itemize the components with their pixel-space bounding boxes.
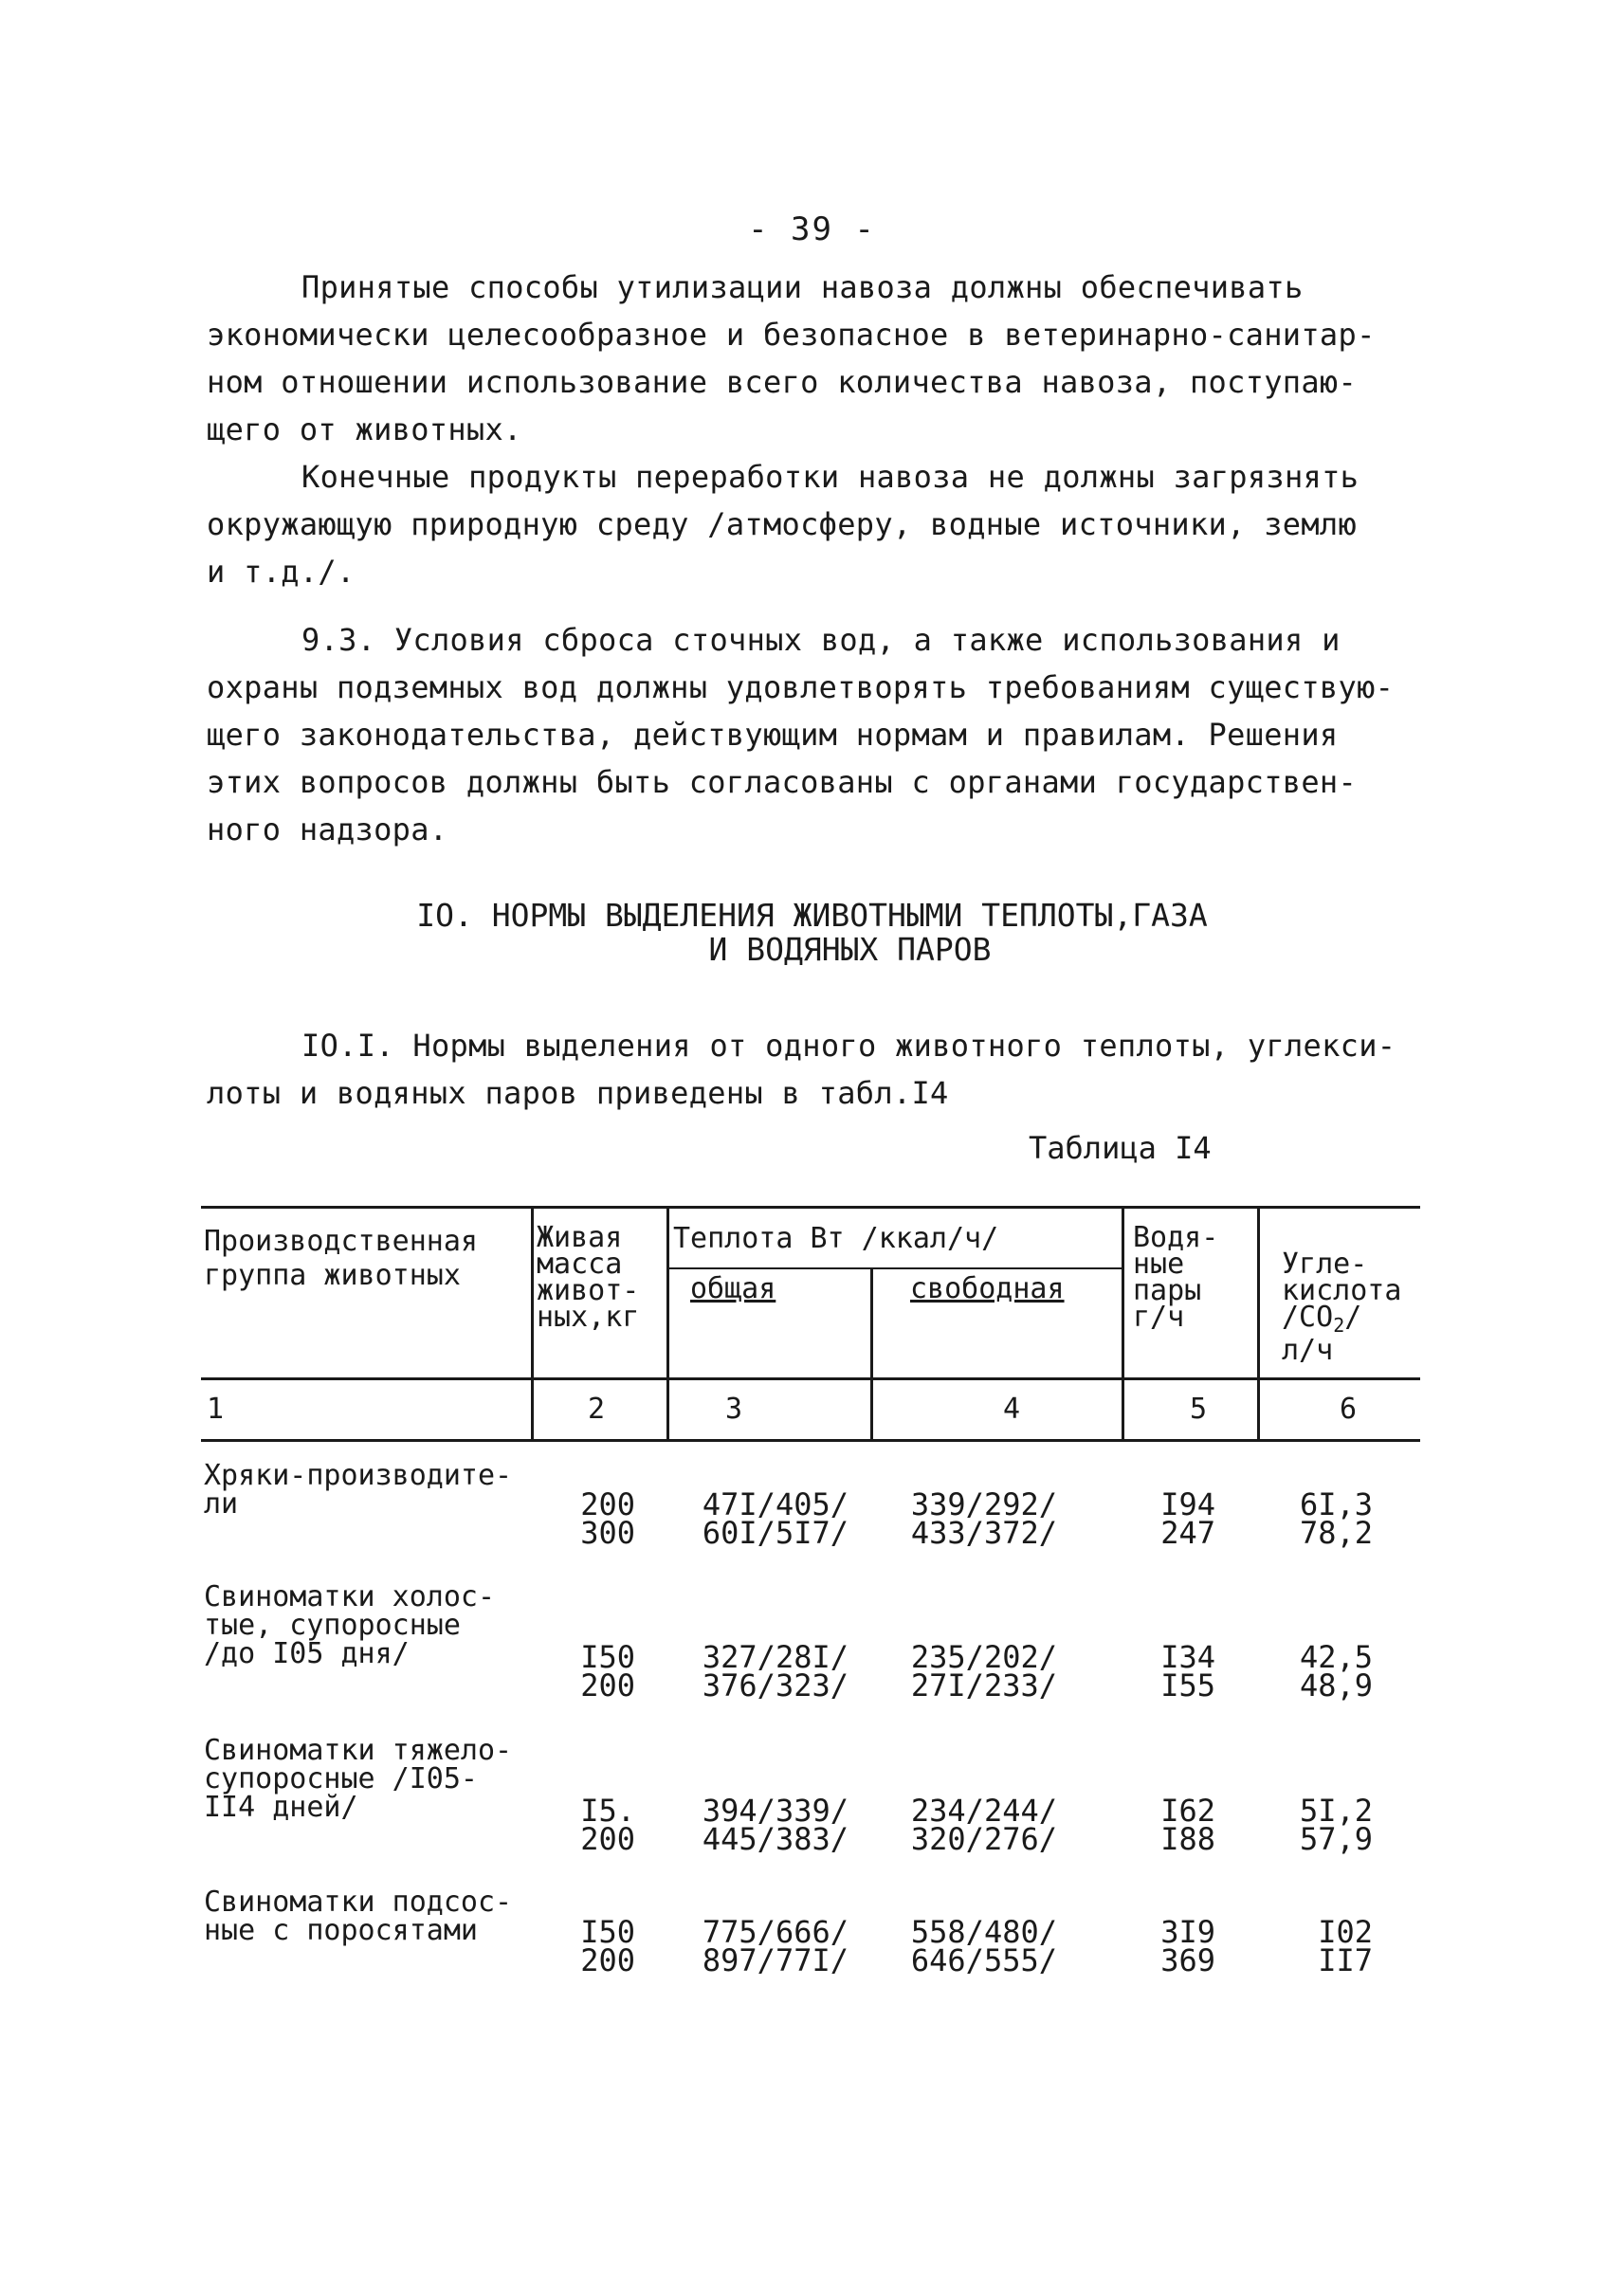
header-vapor: Водя- ные пары г/ч (1133, 1221, 1219, 1334)
header-co2-slash: / (1344, 1301, 1362, 1334)
row-heat-total: 327/28I/ 376/323/ (702, 1639, 848, 1704)
col-number-3: 3 (725, 1393, 743, 1426)
table-caption: Таблица I4 (1029, 1130, 1212, 1166)
header-co2 (1282, 1225, 1401, 1339)
row-group: Свиноматки подсос- ные с поросятами (204, 1886, 513, 1947)
header-co2-subscript: 2 (1333, 1314, 1345, 1337)
row-heat-free: 234/244/ 320/276/ (910, 1793, 1057, 1857)
row-co2: 5I,2 57,9 (1299, 1793, 1373, 1857)
paragraph-wastewater: 9.3. Условия сброса сточных вод, а также использования и охраны подземных вод должны удовлетворять требованиям существую- щего законодательства, действующим нормам и правилам. Решения этих вопросов должны быть согласованы с органами государствен- ного надзора. (207, 622, 1395, 847)
header-heat: Теплота Вт /ккал/ч/ (673, 1222, 999, 1255)
table-vline-1 (531, 1206, 534, 1441)
col-number-2: 2 (588, 1393, 606, 1426)
row-heat-free: 235/202/ 27I/233/ (910, 1639, 1057, 1704)
row-co2: I02 II7 (1318, 1914, 1373, 1978)
header-group: Производственная группа животных (204, 1225, 478, 1292)
table-header-bottom-border (201, 1377, 1420, 1380)
col-number-1: 1 (207, 1393, 225, 1426)
col-number-4: 4 (1003, 1393, 1021, 1426)
header-mass: Живая масса живот- ных,кг (537, 1221, 640, 1334)
col-number-6: 6 (1340, 1393, 1358, 1426)
header-heat-free: свободная (910, 1272, 1065, 1305)
row-heat-total: 47I/405/ 60I/5I7/ (702, 1486, 848, 1551)
row-mass: I50 200 (580, 1639, 635, 1704)
row-mass: I5. 200 (580, 1793, 635, 1857)
row-heat-total: 394/339/ 445/383/ (702, 1793, 848, 1857)
row-mass: I50 200 (580, 1914, 635, 1978)
row-vapor: I94 247 (1160, 1486, 1215, 1551)
table-vline-2 (666, 1206, 669, 1441)
table-intro: IO.I. Нормы выделения от одного животного теплоты, углекси- лоты и водяных паров приведены в табл.I4 (207, 1028, 1396, 1111)
row-group: Хряки-производите- ли (204, 1459, 513, 1521)
table-vline-5 (1257, 1206, 1260, 1441)
table-colnum-bottom-border (201, 1439, 1420, 1442)
table-vline-3 (870, 1267, 873, 1441)
section-heading-line2: И ВОДЯНЫХ ПАРОВ (708, 931, 992, 968)
paragraph-end-products: Конечные продукты переработки навоза не должны загрязнять окружающую природную среду /атмосферу, водные источники, землю и т.д./. (207, 459, 1359, 590)
header-co2-label: Угле- кислота /CO (1282, 1248, 1402, 1334)
paragraph-manure-utilization: Принятые способы утилизации навоза должны обеспечивать экономически целесообразное и безопасное в ветеринарно-санитар- ном отношении использование всего количества навоза, поступаю- щего от животных. (207, 269, 1376, 447)
header-co2-unit: л/ч (1282, 1334, 1334, 1367)
row-heat-total: 775/666/ 897/77I/ (702, 1914, 848, 1978)
table-heat-subheader-line (666, 1267, 1122, 1269)
page-number: - 39 - (748, 210, 876, 248)
col-number-5: 5 (1190, 1393, 1208, 1426)
row-group: Свиноматки тяжело- супоросные /I05- II4 дней/ (204, 1734, 513, 1824)
row-heat-free: 339/292/ 433/372/ (910, 1486, 1057, 1551)
row-vapor: I34 I55 (1160, 1639, 1215, 1704)
header-heat-total: общая (690, 1272, 776, 1305)
row-heat-free: 558/480/ 646/555/ (910, 1914, 1057, 1978)
row-vapor: 3I9 369 (1160, 1914, 1215, 1978)
row-group: Свиноматки холос- тые, супоросные /до I05 дня/ (204, 1580, 496, 1670)
row-co2: 6I,3 78,2 (1299, 1486, 1373, 1551)
section-heading-line1: IO. НОРМЫ ВЫДЕЛЕНИЯ ЖИВОТНЫМИ ТЕПЛОТЫ,ГАЗА (416, 897, 1208, 934)
row-co2: 42,5 48,9 (1299, 1639, 1373, 1704)
row-mass: 200 300 (580, 1486, 635, 1551)
table-vline-4 (1122, 1206, 1124, 1441)
table-top-border (201, 1206, 1420, 1209)
row-vapor: I62 I88 (1160, 1793, 1215, 1857)
